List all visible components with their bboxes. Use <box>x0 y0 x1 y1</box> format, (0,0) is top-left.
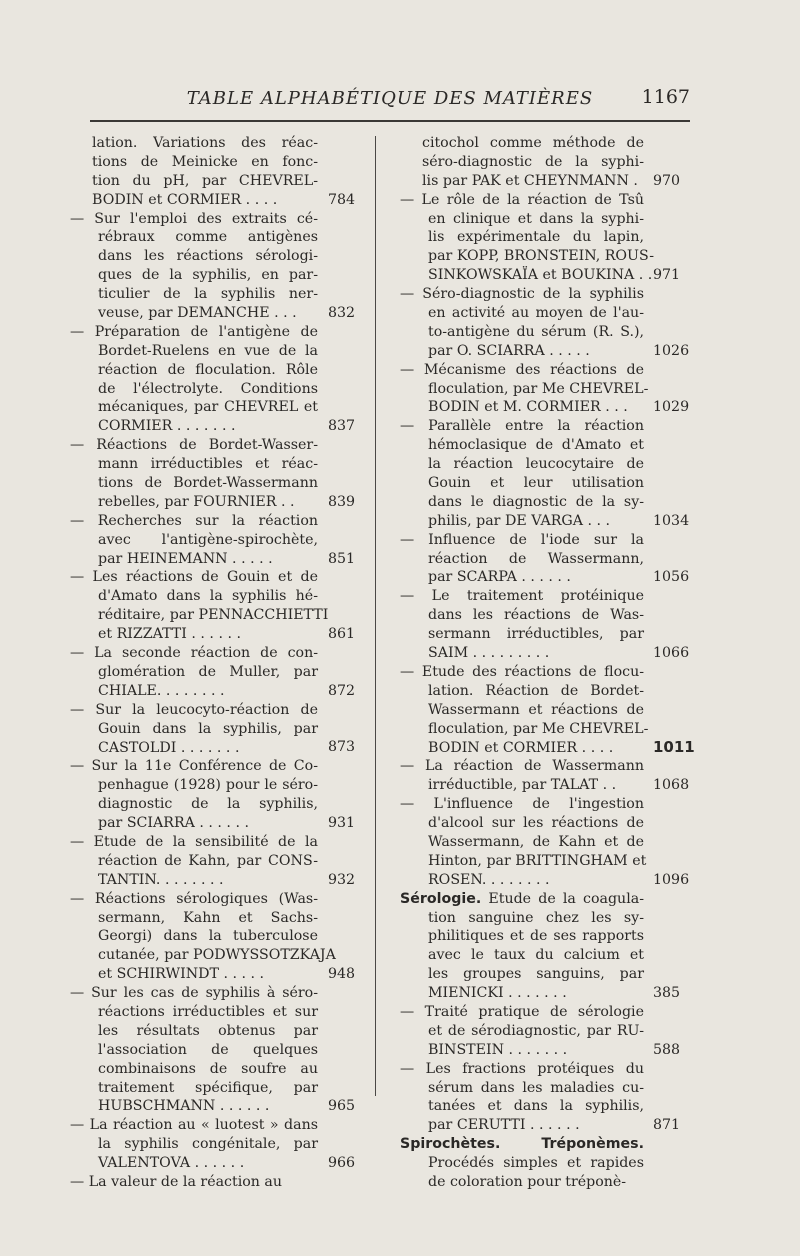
entry-line: de coloration pour tréponè- <box>428 1173 627 1190</box>
entry-line: — Mécanisme des réactions de <box>400 361 644 378</box>
entry-line: — La valeur de la réaction au <box>70 1173 283 1190</box>
entry-line: cutanée, par PODWYSSOTZKAJA <box>98 947 336 964</box>
entry-line: VALENTOVA . . . . . . <box>98 1155 245 1172</box>
index-entry <box>70 701 356 758</box>
entry-line: BODIN et M. CORMIER . . . <box>428 399 628 416</box>
entry-line: citochol comme méthode de <box>422 135 644 151</box>
page-reference: 839 <box>328 493 356 510</box>
entry-line: — Sur la leucocyto-réaction de <box>70 701 318 718</box>
running-head: TABLE ALPHABÉTIQUE DES MATIÈRES <box>186 88 594 109</box>
header-rule <box>90 120 690 122</box>
entry-line: glomération de Muller, par <box>98 663 318 680</box>
index-entry <box>400 1135 682 1192</box>
page-reference: 872 <box>328 682 356 699</box>
entry-line: tanées et dans la syphilis, <box>428 1098 644 1115</box>
entry-line: — Influence de l'iode sur la <box>400 531 644 548</box>
entry-line: traitement spécifique, par <box>98 1079 318 1096</box>
entry-line: hémoclasique de d'Amato et <box>428 437 644 454</box>
entry-line: SINKOWSKAÏA et BOUKINA . . <box>428 267 653 284</box>
entry-line: Gouin dans la syphilis, par <box>98 720 318 737</box>
entry-line: — La seconde réaction de con- <box>70 645 318 662</box>
entry-line: et SCHIRWINDT . . . . . <box>98 966 265 983</box>
page-reference: 932 <box>328 871 356 888</box>
entry-line: ticulier de la syphilis ner- <box>98 286 318 303</box>
entry-line: — Parallèle entre la réaction <box>400 418 644 435</box>
page-reference: 1068 <box>653 777 690 794</box>
index-entry <box>400 587 690 663</box>
index-entry <box>400 757 690 795</box>
entry-line: avec le taux du calcium et <box>428 947 644 964</box>
entry-line: — Les réactions de Gouin et de <box>70 569 318 586</box>
entry-line: CASTOLDI . . . . . . . <box>98 739 240 756</box>
entry-line: SAIM . . . . . . . . . <box>428 645 550 662</box>
page-header <box>90 86 690 116</box>
entry-line: Wassermann, de Kahn et de <box>428 833 644 850</box>
entry-line: combinaisons de soufre au <box>98 1060 318 1077</box>
entry-line: MIENICKI . . . . . . . <box>428 985 567 1002</box>
page-reference: 1034 <box>653 512 690 529</box>
entry-line: — Réactions de Bordet-Wasser- <box>70 437 318 454</box>
entry-line: BODIN et CORMIER . . . . <box>92 191 278 208</box>
entry-line: sermann, Kahn et Sachs- <box>98 909 318 926</box>
entry-line: — L'influence de l'ingestion <box>400 796 644 813</box>
entry-line: sérum dans les maladies cu- <box>428 1079 644 1096</box>
entry-line: rébraux comme antigènes <box>98 229 318 246</box>
page-reference: 971 <box>653 267 681 284</box>
entry-line: Georgi) dans la tuberculose <box>98 928 318 945</box>
entry-line: — Etude de la sensibilité de la <box>70 833 318 850</box>
index-entry <box>400 134 682 191</box>
entry-line: par O. SCIARRA . . . . . <box>428 342 590 359</box>
entry-line: lis expérimentale du lapin, <box>428 229 644 246</box>
entry-line: Bordet-Ruelens en vue de la <box>98 342 318 359</box>
entry-line: l'association de quelques <box>98 1041 318 1058</box>
entry-line: rebelles, par FOURNIER . . <box>98 493 295 510</box>
page-reference: 966 <box>328 1155 356 1172</box>
index-entry <box>400 1003 682 1060</box>
entry-line: de l'électrolyte. Conditions <box>98 380 318 397</box>
page-reference: 784 <box>328 191 356 208</box>
entry-line: et RIZZATTI . . . . . . <box>98 626 241 643</box>
index-entry <box>70 757 356 833</box>
entry-line: Gouin et leur utilisation <box>428 475 644 492</box>
entry-line: par SCARPA . . . . . . <box>428 569 571 586</box>
page-reference: 851 <box>328 550 356 567</box>
index-entry <box>400 191 682 285</box>
index-entry <box>400 285 690 361</box>
entry-line: BODIN et CORMIER . . . . <box>428 739 614 756</box>
entry-line: d'Amato dans la syphilis hé- <box>98 588 318 605</box>
index-entry <box>70 134 356 210</box>
entry-line: mécaniques, par CHEVREL et <box>98 399 318 416</box>
entry-line: — Le traitement protéinique <box>400 588 644 605</box>
entry-line: ques de la syphilis, en par- <box>98 267 318 284</box>
entry-line: CORMIER . . . . . . . <box>98 418 236 435</box>
page-reference: 1011 <box>653 738 695 757</box>
entry-line: les groupes sanguins, par <box>428 966 644 983</box>
page-reference: 965 <box>328 1098 356 1115</box>
entry-line: les résultats obtenus par <box>98 1022 318 1039</box>
entry-line: — Les fractions protéiques du <box>400 1060 644 1077</box>
index-entry <box>70 568 356 644</box>
entry-line: par SCIARRA . . . . . . <box>98 815 249 832</box>
index-entry <box>400 1060 682 1136</box>
entry-line: — Sur l'emploi des extraits cé- <box>70 210 318 227</box>
entry-line: — Sur la 11e Conférence de Co- <box>70 758 318 775</box>
page-reference: 970 <box>653 172 681 189</box>
entry-line: — Le rôle de la réaction de Tsû <box>400 191 644 208</box>
index-entry <box>400 663 695 757</box>
index-entry <box>400 795 690 889</box>
page-reference: 873 <box>328 739 356 756</box>
entry-line: mann irréductibles et réac- <box>98 456 318 473</box>
index-entry <box>70 833 356 890</box>
entry-line: tions de Meinicke en fonc- <box>92 153 318 170</box>
page-reference: 861 <box>328 626 356 643</box>
page-reference: 1066 <box>653 645 690 662</box>
entry-line: to-antigène du sérum (R. S.), <box>428 323 644 340</box>
entry-line: lation. Réaction de Bordet- <box>428 682 644 699</box>
page-reference: 931 <box>328 815 356 832</box>
entry-line: par HEINEMANN . . . . . <box>98 550 273 567</box>
index-entry <box>70 436 356 512</box>
page-reference: 1056 <box>653 569 690 586</box>
entry-line: dans les réactions sérologi- <box>98 248 318 265</box>
entry-line: réactions irréductibles et sur <box>98 1003 318 1020</box>
index-entry <box>70 323 356 436</box>
index-entry <box>70 890 356 984</box>
entry-line: TANTIN. . . . . . . . <box>98 871 224 888</box>
entry-line: lis par PAK et CHEYNMANN . <box>422 172 638 189</box>
entry-line: — Préparation de l'antigène de <box>70 323 318 340</box>
entry-line: Wassermann et réactions de <box>428 701 644 718</box>
entry-line: avec l'antigène-spirochète, <box>98 531 318 548</box>
entry-line: — Etude des réactions de flocu- <box>400 663 644 680</box>
entry-line: dans les réactions de Was- <box>428 607 644 624</box>
entry-line: par CERUTTI . . . . . . <box>428 1117 580 1134</box>
index-entry <box>70 1116 356 1173</box>
index-entry <box>400 361 690 418</box>
entry-line: sermann irréductibles, par <box>428 626 644 643</box>
entry-line: tion du pH, par CHEVREL- <box>92 172 318 189</box>
entry-line: — Séro-diagnostic de la syphilis <box>400 286 644 303</box>
entry-line: dans le diagnostic de la sy- <box>428 493 644 510</box>
entry-line: — Réactions sérologiques (Was- <box>70 890 318 907</box>
entry-line: — La réaction de Wassermann <box>400 758 644 775</box>
entry-line: réaction de Kahn, par CONS- <box>98 852 318 869</box>
entry-line: veuse, par DEMANCHE . . . <box>98 305 297 322</box>
page-reference: 837 <box>328 418 356 435</box>
left-column <box>70 134 356 1192</box>
page-reference: 588 <box>653 1041 681 1058</box>
page-reference: 832 <box>328 305 356 321</box>
index-entry <box>70 984 356 1116</box>
entry-line: diagnostic de la syphilis, <box>98 796 318 813</box>
page-reference: 1026 <box>653 342 690 359</box>
index-entry <box>400 417 690 530</box>
index-entry <box>70 512 356 569</box>
index-entry <box>70 644 356 701</box>
entry-line: — La réaction au « luotest » dans <box>70 1117 318 1134</box>
entry-line: réaction de floculation. Rôle <box>98 361 318 378</box>
entry-line: la réaction leucocytaire de <box>428 456 644 473</box>
page-reference: 1029 <box>653 399 690 416</box>
entry-line: BINSTEIN . . . . . . . <box>428 1041 568 1058</box>
entry-line: floculation, par Me CHEVREL- <box>428 380 649 397</box>
page-reference: 871 <box>653 1117 681 1134</box>
entry-line: d'alcool sur les réactions de <box>428 815 644 832</box>
entry-line: Spirochètes. Tréponèmes. <box>400 1136 644 1153</box>
index-entry <box>70 210 356 323</box>
entry-line: — Sur les cas de syphilis à séro- <box>70 985 318 1002</box>
entry-line: HUBSCHMANN . . . . . . <box>98 1098 270 1115</box>
entry-line: lation. Variations des réac- <box>92 135 318 151</box>
entry-line: en activité au moyen de l'au- <box>428 305 644 322</box>
entry-line: floculation, par Me CHEVREL- <box>428 720 649 737</box>
entry-line: tions de Bordet-Wassermann <box>98 475 318 492</box>
page-reference: 1096 <box>653 871 690 888</box>
column-divider <box>375 136 376 1096</box>
entry-line: Hinton, par BRITTINGHAM et <box>428 852 647 869</box>
page-reference: 948 <box>328 966 356 983</box>
entry-line: en clinique et dans la syphi- <box>428 210 644 227</box>
entry-line: philitiques et de ses rapports <box>428 928 644 945</box>
entry-line: penhague (1928) pour le séro- <box>98 777 318 794</box>
index-entry <box>400 531 690 588</box>
entry-line: Procédés simples et rapides <box>428 1155 644 1172</box>
entry-line: — Traité pratique de sérologie <box>400 1003 644 1020</box>
entry-line: CHIALE. . . . . . . . <box>98 682 225 699</box>
entry-line: irréductible, par TALAT . . <box>428 777 617 794</box>
entry-line: tion sanguine chez les sy- <box>428 909 644 926</box>
index-entry <box>70 1173 350 1192</box>
right-column <box>400 134 695 1192</box>
entry-line: par KOPP, BRONSTEIN, ROUS- <box>428 248 655 265</box>
entry-line: la syphilis congénitale, par <box>98 1136 318 1153</box>
entry-line: et de sérodiagnostic, par RU- <box>428 1022 644 1039</box>
entry-line: philis, par DE VARGA . . . <box>428 512 611 529</box>
entry-line: — Recherches sur la réaction <box>70 512 318 529</box>
entry-line: réditaire, par PENNACCHIETTI <box>98 607 329 624</box>
entry-line: ROSEN. . . . . . . . <box>428 871 550 888</box>
entry-line: réaction de Wassermann, <box>428 550 644 567</box>
entry-line: Sérologie. Etude de la coagula- <box>400 890 644 907</box>
page-number: 1167 <box>641 86 690 108</box>
page-reference: 385 <box>653 985 681 1002</box>
index-entry <box>400 890 682 1003</box>
entry-line: séro-diagnostic de la syphi- <box>422 153 644 170</box>
